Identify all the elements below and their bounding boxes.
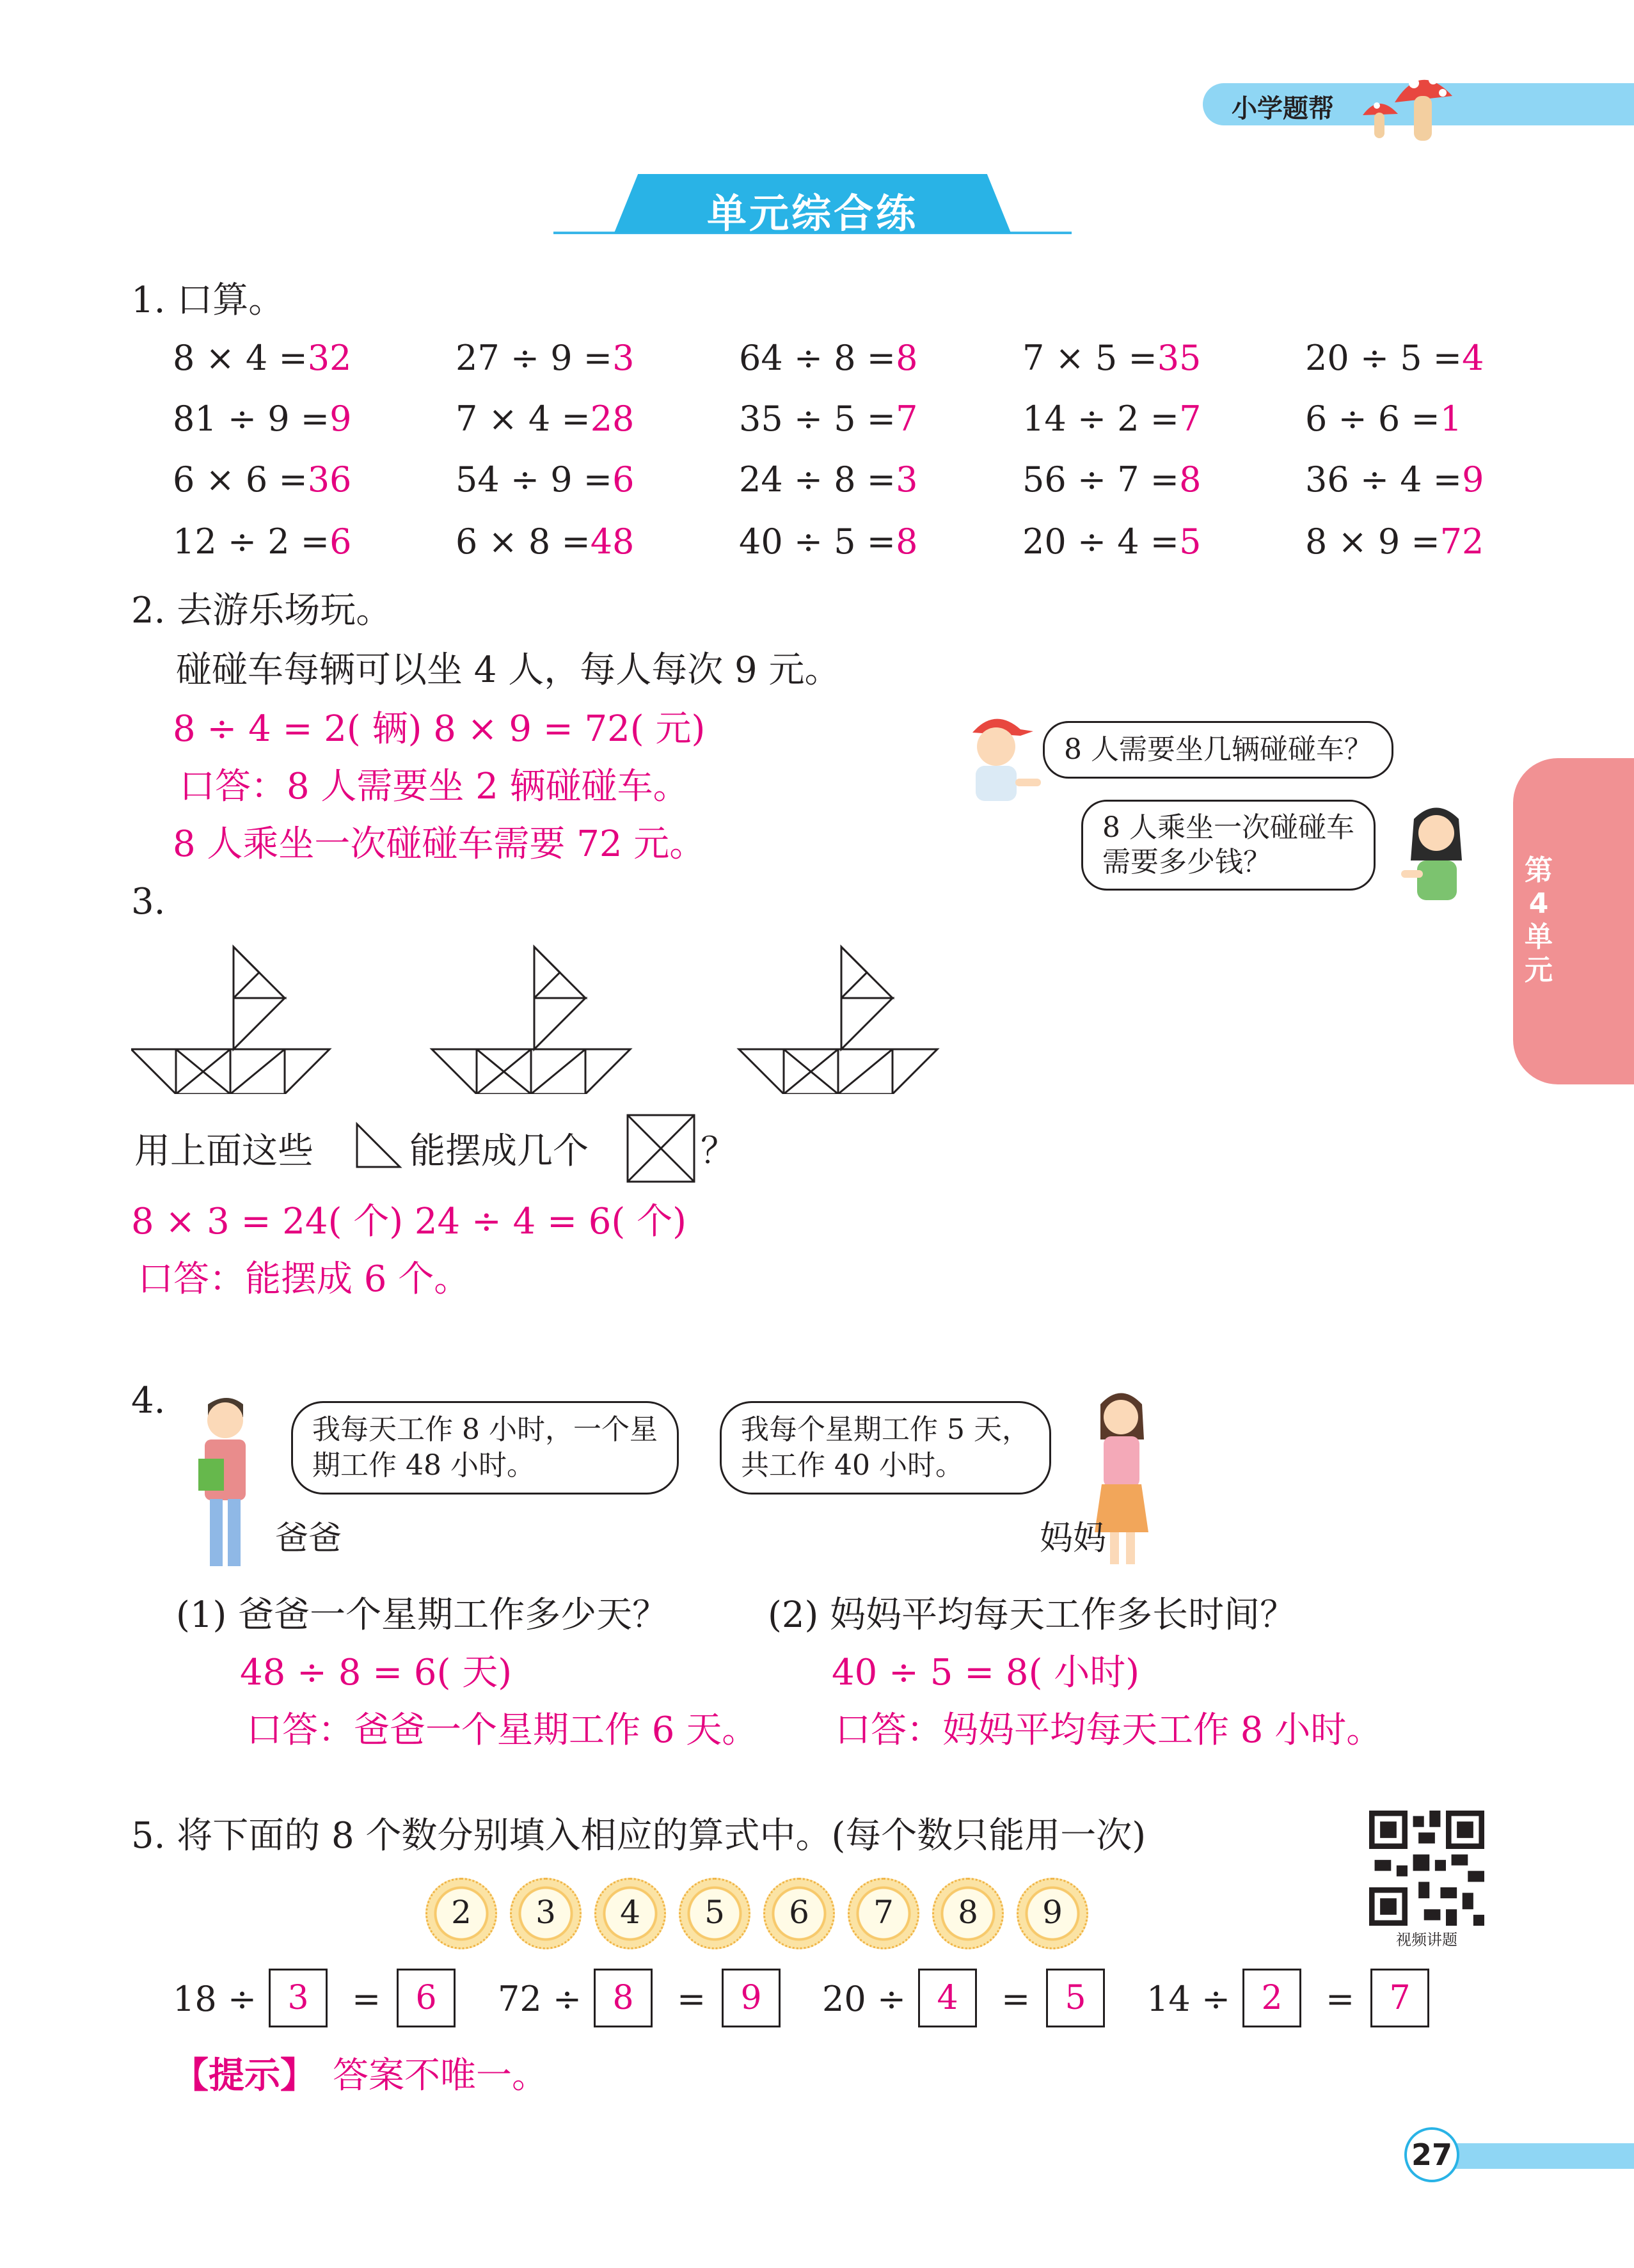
- q1-item: [1305, 399, 1462, 439]
- q2-answer-1: 口答：8 人需要坐 2 辆碰碰车。: [179, 766, 689, 807]
- speech-bubble-dad: 我每天工作 8 小时，一个星 期工作 48 小时。: [291, 1401, 679, 1495]
- answer-box-divisor: 4: [918, 1969, 977, 2027]
- q1-item: [173, 399, 351, 439]
- q1-expression: 6 × 6 =: [173, 459, 308, 500]
- number-flower: [932, 1878, 1004, 1949]
- girl-illustration: [1395, 800, 1478, 902]
- q1-answer: 8: [896, 338, 918, 378]
- equation-lead: 14 ÷: [1146, 1979, 1231, 2019]
- q1-expression: 6 ÷ 6 =: [1305, 399, 1440, 439]
- unit-tab-label: 第 4 单 元: [1525, 854, 1553, 987]
- q4-sub1-answer: 口答：爸爸一个星期工作 6 天。: [246, 1709, 758, 1751]
- dad-illustration: [179, 1392, 269, 1571]
- q1-item: [739, 521, 917, 562]
- q2-answer-2: 8 人乘坐一次碰碰车需要 72 元。: [173, 823, 706, 865]
- number-flower: [1017, 1878, 1088, 1949]
- qr-caption: 视频讲题: [1396, 1931, 1457, 1949]
- q4-sub1: (1) 爸爸一个星期工作多少天？: [176, 1594, 669, 1636]
- q1-answer: 8: [1179, 459, 1202, 500]
- flower-number: 6: [789, 1894, 809, 1931]
- q1-expression: 20 ÷ 5 =: [1305, 338, 1463, 378]
- q1-answer: 72: [1440, 521, 1484, 562]
- q1-expression: 14 ÷ 2 =: [1022, 399, 1180, 439]
- flower-number: 2: [451, 1894, 472, 1931]
- q1-expression: 20 ÷ 4 =: [1022, 521, 1180, 562]
- page-number: 27: [1404, 2127, 1459, 2182]
- number-flower: [763, 1878, 835, 1949]
- q1-label: 1. 口算。: [131, 280, 285, 321]
- q3-question-b: 能摆成几个: [409, 1130, 589, 1172]
- q1-expression: 64 ÷ 8 =: [739, 338, 896, 378]
- equation-equals: =: [352, 1979, 381, 2019]
- q1-expression: 8 × 4 =: [173, 338, 308, 378]
- number-flower: [679, 1878, 750, 1949]
- q4-sub1-calc: 48 ÷ 8 = 6( 天): [240, 1652, 512, 1693]
- flower-number: 8: [958, 1894, 978, 1931]
- q1-answer: 1: [1440, 399, 1463, 439]
- answer-box-quotient: 5: [1046, 1969, 1105, 2027]
- q1-answer: 9: [1462, 459, 1484, 500]
- q1-item: [1305, 459, 1484, 500]
- q1-item: [1022, 399, 1201, 439]
- page-title: 单元综合练: [706, 190, 918, 237]
- q1-answer: 48: [590, 521, 635, 562]
- q4-sub2-answer: 口答：妈妈平均每天工作 8 小时。: [835, 1709, 1383, 1751]
- q1-answer: 8: [896, 521, 918, 562]
- q1-item: [456, 338, 634, 378]
- q5-label: 5. 将下面的 8 个数分别填入相应的算式中。(每个数只能用一次): [131, 1815, 1146, 1857]
- flower-number: 5: [704, 1894, 725, 1931]
- q3-label: 3.: [131, 881, 166, 923]
- number-flower: [848, 1878, 919, 1949]
- q1-answer: 32: [307, 338, 352, 378]
- triangle-shape-icon: [354, 1121, 405, 1171]
- answer-box-divisor: 2: [1242, 1969, 1301, 2027]
- equation-equals: =: [1326, 1979, 1355, 2019]
- number-flower: [510, 1878, 582, 1949]
- q1-item: [1305, 521, 1484, 562]
- q1-item: [1022, 338, 1201, 378]
- hint-label: 【提示】: [173, 2055, 316, 2097]
- q2-answer-calc: 8 ÷ 4 = 2( 辆) 8 × 9 = 72( 元): [173, 708, 706, 750]
- q1-item: [739, 338, 917, 378]
- q2-prompt: 碰碰车每辆可以坐 4 人，每人每次 9 元。: [176, 649, 841, 691]
- q1-item: [1022, 521, 1201, 562]
- speech-bubble-girl: 8 人乘坐一次碰碰车 需要多少钱？: [1081, 800, 1376, 891]
- q1-answer: 4: [1462, 338, 1484, 378]
- q4-label: 4.: [131, 1380, 166, 1422]
- speech-bubble-boy: 8 人需要坐几辆碰碰车？: [1043, 721, 1393, 779]
- qr-code-icon[interactable]: [1369, 1811, 1484, 1926]
- q1-expression: 54 ÷ 9 =: [456, 459, 613, 500]
- square-shape-icon: [626, 1113, 697, 1185]
- q3-question-a: 用上面这些: [134, 1130, 313, 1172]
- q1-expression: 35 ÷ 5 =: [739, 399, 896, 439]
- q1-expression: 6 × 8 =: [456, 521, 591, 562]
- q1-item: [739, 459, 917, 500]
- q1-expression: 81 ÷ 9 =: [173, 399, 330, 439]
- q1-item: [739, 399, 917, 439]
- q3-question-c: ？: [701, 1130, 736, 1172]
- dad-label: 爸爸: [275, 1519, 342, 1558]
- mom-label: 妈妈: [1040, 1519, 1107, 1558]
- q1-expression: 24 ÷ 8 =: [739, 459, 896, 500]
- q3-answer: 口答：能摆成 6 个。: [138, 1258, 470, 1300]
- answer-box-quotient: 9: [722, 1969, 781, 2027]
- flower-number: 9: [1042, 1894, 1063, 1931]
- q2-label: 2. 去游乐场玩。: [131, 590, 392, 631]
- q1-expression: 8 × 9 =: [1305, 521, 1440, 562]
- brand-name: 小学题帮: [1232, 94, 1334, 123]
- q1-answer: 9: [329, 399, 352, 439]
- q1-item: [456, 399, 634, 439]
- q1-answer: 5: [1179, 521, 1202, 562]
- answer-box-quotient: 7: [1370, 1969, 1429, 2027]
- flower-number: 3: [535, 1894, 556, 1931]
- equation-lead: 20 ÷: [822, 1979, 907, 2019]
- q1-expression: 7 × 4 =: [456, 399, 591, 439]
- q1-item: [456, 459, 634, 500]
- q1-expression: 36 ÷ 4 =: [1305, 459, 1463, 500]
- q1-item: [1022, 459, 1201, 500]
- number-flower: [425, 1878, 497, 1949]
- tangram-boats: [131, 940, 950, 1094]
- q1-expression: 12 ÷ 2 =: [173, 521, 330, 562]
- q1-expression: 40 ÷ 5 =: [739, 521, 896, 562]
- q1-answer: 6: [612, 459, 635, 500]
- equation-equals: =: [1001, 1979, 1031, 2019]
- q1-answer: 3: [896, 459, 918, 500]
- q1-item: [1305, 338, 1484, 378]
- answer-box-divisor: 8: [594, 1969, 653, 2027]
- equation-lead: 18 ÷: [173, 1979, 257, 2019]
- q4-sub2: (2) 妈妈平均每天工作多长时间？: [768, 1594, 1296, 1636]
- hint-text: 答案不唯一。: [333, 2055, 548, 2097]
- number-flower: [594, 1878, 666, 1949]
- equation-equals: =: [677, 1979, 706, 2019]
- flower-number: 4: [620, 1894, 640, 1931]
- q1-expression: 27 ÷ 9 =: [456, 338, 613, 378]
- boy-illustration: [956, 707, 1046, 803]
- flower-number: 7: [873, 1894, 894, 1931]
- q1-answer: 6: [329, 521, 352, 562]
- q1-item: [173, 338, 351, 378]
- q1-answer: 7: [896, 399, 918, 439]
- q1-item: [173, 459, 351, 500]
- answer-box-quotient: 6: [397, 1969, 456, 2027]
- q1-expression: 56 ÷ 7 =: [1022, 459, 1180, 500]
- q1-answer: 3: [612, 338, 635, 378]
- q1-answer: 36: [307, 459, 352, 500]
- answer-box-divisor: 3: [269, 1969, 328, 2027]
- q1-item: [173, 521, 351, 562]
- speech-bubble-mom: 我每个星期工作 5 天， 共工作 40 小时。: [720, 1401, 1051, 1495]
- q1-answer: 28: [590, 399, 635, 439]
- q3-answer-calc: 8 × 3 = 24( 个) 24 ÷ 4 = 6( 个): [131, 1201, 686, 1242]
- equation-lead: 72 ÷: [498, 1979, 582, 2019]
- mushroom-icon: [1350, 58, 1465, 147]
- q1-answer: 35: [1157, 338, 1202, 378]
- q1-answer: 7: [1179, 399, 1202, 439]
- q1-expression: 7 × 5 =: [1022, 338, 1157, 378]
- q1-item: [456, 521, 634, 562]
- q4-sub2-calc: 40 ÷ 5 = 8( 小时): [832, 1652, 1140, 1693]
